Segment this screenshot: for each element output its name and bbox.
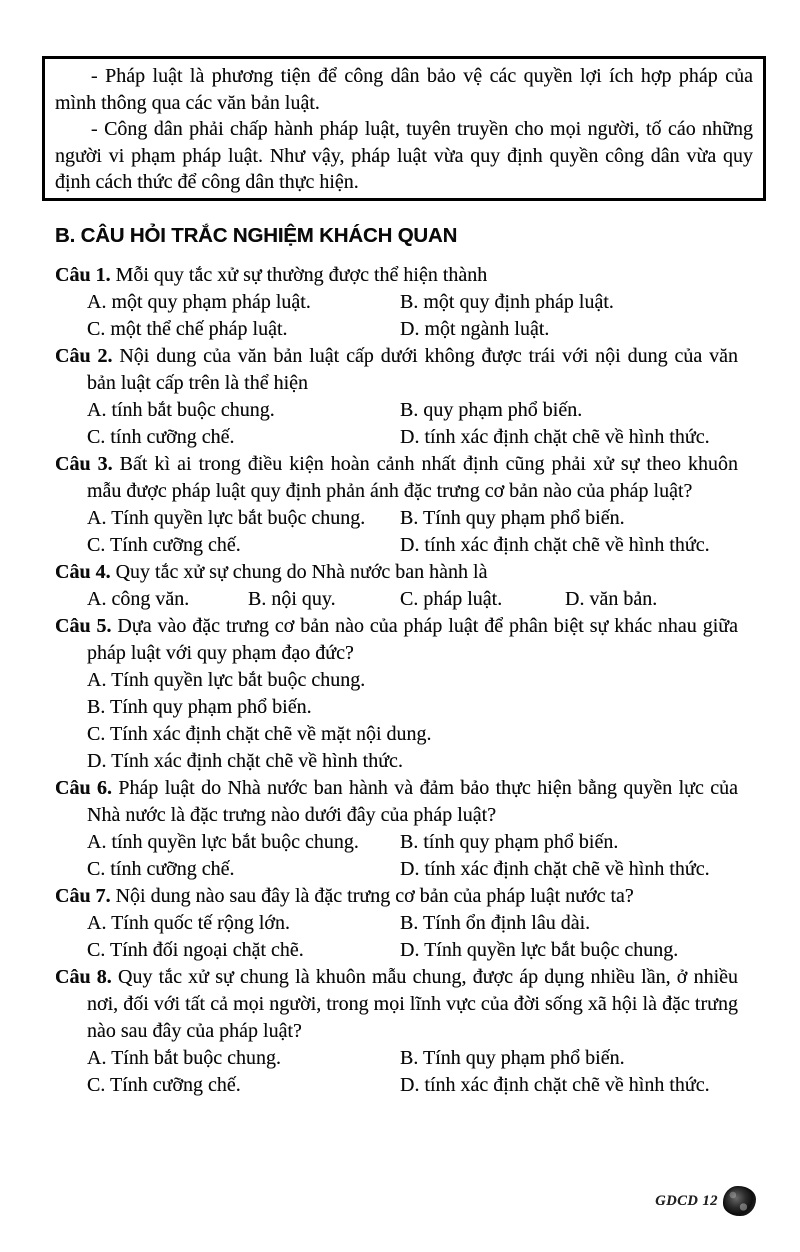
option-b: B. quy phạm phổ biến. <box>400 398 583 421</box>
option-c: C. pháp luật. <box>400 587 503 610</box>
option-a: A. tính bắt buộc chung. <box>87 398 275 421</box>
option-b: B. một quy định pháp luật. <box>400 290 614 313</box>
option-d: D. Tính quyền lực bắt buộc chung. <box>400 938 679 961</box>
question-body: Quy tắc xử sự chung do Nhà nước ban hành là <box>115 560 488 583</box>
question-number: Câu 3. <box>55 452 113 475</box>
summary-paragraph: - Pháp luật là phương tiện để công dân bảo vệ các quyền lợi ích hợp pháp của mình thông qua các văn bản luật. <box>55 65 753 114</box>
option-a: A. Tính quyền lực bắt buộc chung. <box>87 668 366 691</box>
question-body: Dựa vào đặc trưng cơ bản nào của pháp luật để phân biệt sự khác nhau giữa pháp luật với quy phạm đạo đức? <box>87 614 738 664</box>
summary-paragraph: - Công dân phải chấp hành pháp luật, tuyên truyền cho mọi người, tố cáo những người vi phạm pháp luật. Như vậy, pháp luật vừa quy định quyền công dân vừa quy định cách thức để công dân thực hiện. <box>55 118 753 193</box>
option-c: C. một thể chế pháp luật. <box>87 317 288 340</box>
question <box>55 451 738 559</box>
option-b: B. nội quy. <box>248 587 336 610</box>
option-d: D. tính xác định chặt chẽ về hình thức. <box>400 533 710 556</box>
question <box>55 883 738 964</box>
option-b: B. Tính ổn định lâu dài. <box>400 911 591 934</box>
question-number: Câu 6. <box>55 776 112 799</box>
question-text <box>55 559 738 586</box>
options <box>87 586 738 613</box>
option-a: A. Tính quyền lực bắt buộc chung. <box>87 506 366 529</box>
section-heading: B. CÂU HỎI TRẮC NGHIỆM KHÁCH QUAN <box>55 223 458 247</box>
options <box>87 667 738 775</box>
option-b: B. Tính quy phạm phổ biến. <box>400 1046 625 1069</box>
options <box>87 910 738 964</box>
question-text <box>55 451 738 505</box>
question <box>55 613 738 775</box>
page-footer <box>655 1186 756 1216</box>
question-body: Bất kì ai trong điều kiện hoàn cảnh nhất định cũng phải xử sự theo khuôn mẫu được pháp luật quy định phản ánh đặc trưng cơ bản nào của pháp luật? <box>87 452 738 502</box>
question-text <box>55 262 738 289</box>
question-text <box>55 613 738 667</box>
option-c: C. Tính xác định chặt chẽ về mặt nội dung. <box>87 722 432 745</box>
question-body: Quy tắc xử sự chung là khuôn mẫu chung, được áp dụng nhiều lần, ở nhiều nơi, đối với tất cả mọi người, trong mọi lĩnh vực của đời sống xã hội là đặc trưng nào sau đây của pháp luật? <box>87 965 739 1042</box>
option-a: A. tính quyền lực bắt buộc chung. <box>87 830 359 853</box>
option-c: C. tính cưỡng chế. <box>87 857 235 880</box>
option-b: B. Tính quy phạm phổ biến. <box>87 695 312 718</box>
option-b: B. Tính quy phạm phổ biến. <box>400 506 625 529</box>
option-c: C. Tính cưỡng chế. <box>87 1073 241 1096</box>
question-number: Câu 8. <box>55 965 112 988</box>
option-a: A. công văn. <box>87 587 190 610</box>
question-number: Câu 7. <box>55 884 111 907</box>
question-body: Mỗi quy tắc xử sự thường được thể hiện thành <box>115 263 488 286</box>
question <box>55 559 738 613</box>
question-list <box>55 262 738 1099</box>
summary-box <box>42 56 766 201</box>
option-d: D. tính xác định chặt chẽ về hình thức. <box>400 857 710 880</box>
option-a: A. Tính quốc tế rộng lớn. <box>87 911 290 934</box>
question <box>55 964 738 1099</box>
options <box>87 397 738 451</box>
option-a: A. một quy phạm pháp luật. <box>87 290 311 313</box>
options <box>87 1045 738 1099</box>
question-body: Nội dung của văn bản luật cấp dưới không được trái với nội dung của văn bản luật cấp trên là thể hiện <box>87 344 738 394</box>
question-body: Nội dung nào sau đây là đặc trưng cơ bản của pháp luật nước ta? <box>115 884 634 907</box>
option-d: D. một ngành luật. <box>400 317 550 340</box>
question-text <box>55 964 738 1045</box>
options <box>87 289 738 343</box>
option-c: C. Tính đối ngoại chặt chẽ. <box>87 938 304 961</box>
question-text <box>55 883 738 910</box>
ink-stamp-icon <box>723 1186 756 1216</box>
option-d: D. Tính xác định chặt chẽ về hình thức. <box>87 749 403 772</box>
option-a: A. Tính bắt buộc chung. <box>87 1046 282 1069</box>
scanned-textbook-page <box>0 56 800 1252</box>
option-d: D. tính xác định chặt chẽ về hình thức. <box>400 425 710 448</box>
question-text <box>55 775 738 829</box>
question <box>55 775 738 883</box>
option-d: D. văn bản. <box>565 587 658 610</box>
question-body: Pháp luật do Nhà nước ban hành và đảm bảo thực hiện bằng quyền lực của Nhà nước là đặc trưng nào dưới đây của pháp luật? <box>87 776 738 826</box>
options <box>87 505 738 559</box>
question-number: Câu 4. <box>55 560 111 583</box>
option-c: C. Tính cưỡng chế. <box>87 533 241 556</box>
option-b: B. tính quy phạm phổ biến. <box>400 830 619 853</box>
question-number: Câu 1. <box>55 263 111 286</box>
question-number: Câu 5. <box>55 614 112 637</box>
option-d: D. tính xác định chặt chẽ về hình thức. <box>400 1073 710 1096</box>
question <box>55 343 738 451</box>
book-title-label: GDCD 12 <box>655 1192 718 1209</box>
question-number: Câu 2. <box>55 344 113 367</box>
question <box>55 262 738 343</box>
options <box>87 829 738 883</box>
option-c: C. tính cưỡng chế. <box>87 425 235 448</box>
question-text <box>55 343 738 397</box>
